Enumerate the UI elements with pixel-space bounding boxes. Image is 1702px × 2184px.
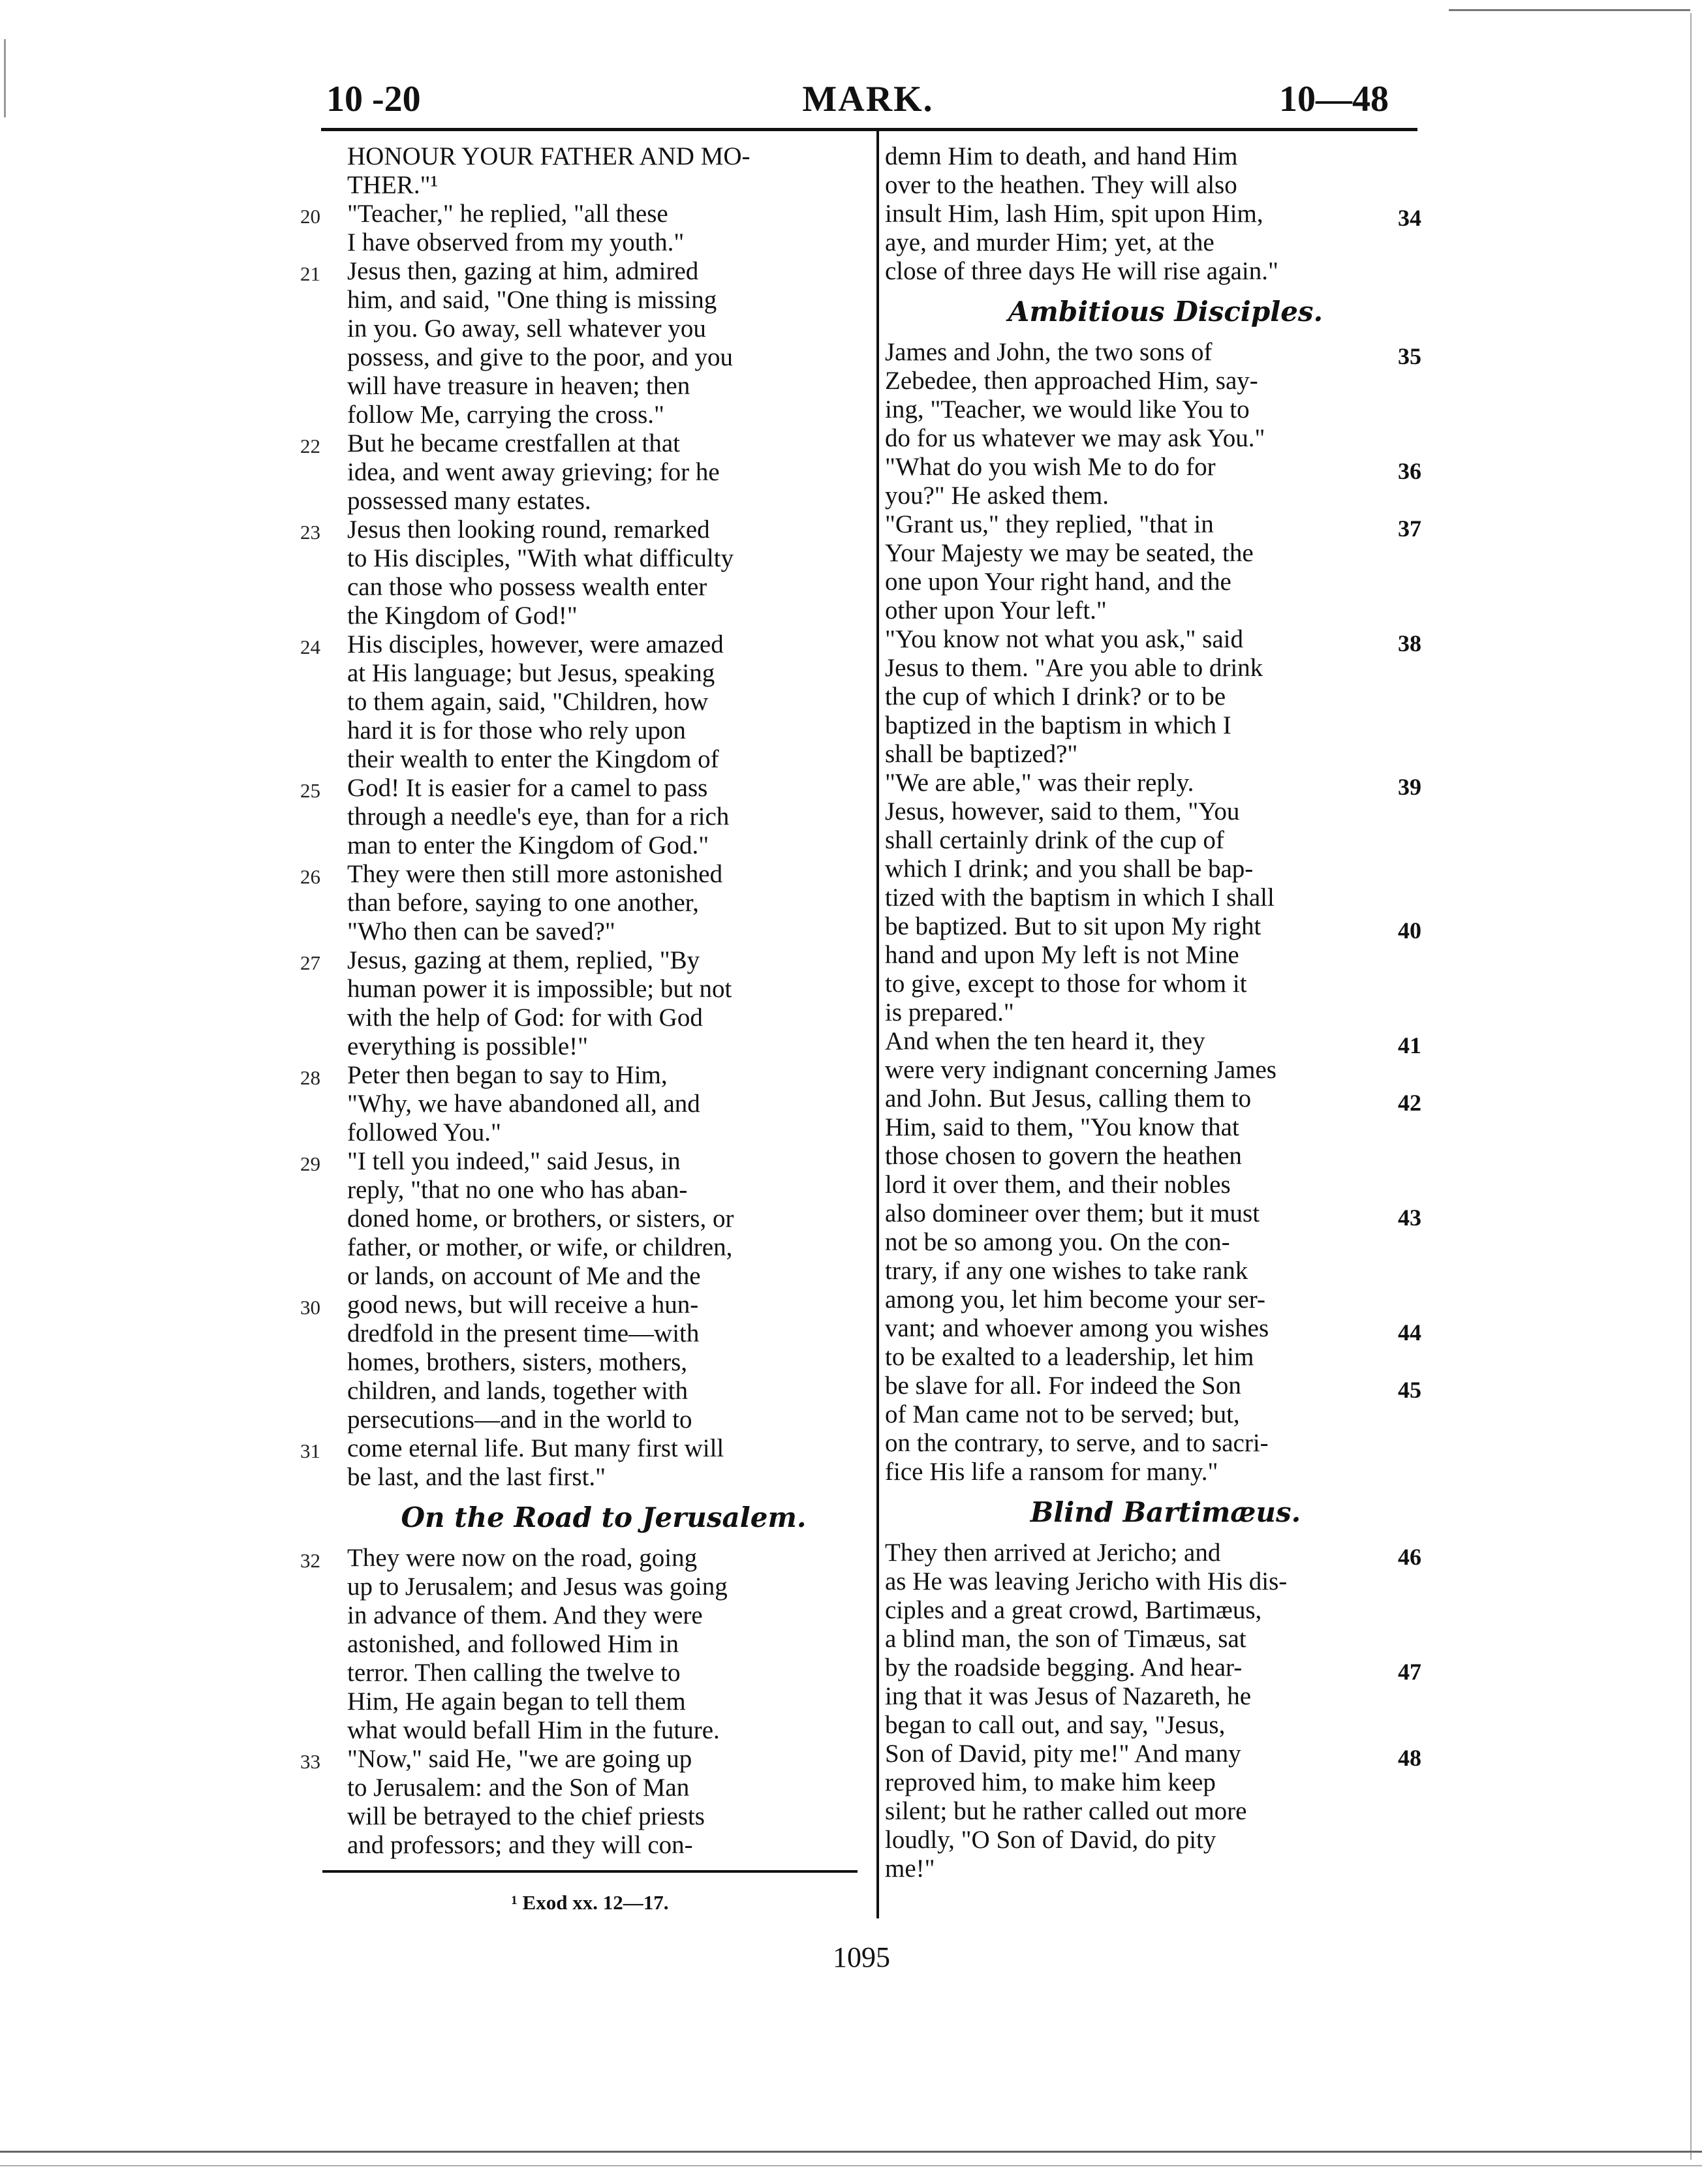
text-line [287, 774, 868, 803]
line-text: Son of David, pity me!" And many [885, 1740, 1241, 1768]
line-text: at His language; but Jesus, speaking [347, 659, 715, 687]
verse-number: 22 [300, 435, 320, 457]
line-text: through a needle's eye, than for a rich [347, 803, 730, 831]
verse-number: 28 [300, 1066, 320, 1089]
verse-number: 39 [1398, 774, 1421, 800]
page-number: 1095 [833, 1941, 890, 1973]
text-line [878, 1228, 1453, 1257]
text-line [878, 1797, 1453, 1826]
verse-number: 24 [300, 636, 320, 658]
line-text: reproved him, to make him keep [885, 1768, 1216, 1796]
text-line [878, 568, 1453, 596]
line-text: Jesus then, gazing at him, admired [347, 257, 699, 285]
line-text: "What do you wish Me to do for [885, 453, 1216, 481]
text-line [878, 424, 1453, 453]
line-text: be baptized. But to sit upon My right [885, 912, 1261, 940]
text-line [878, 1740, 1453, 1771]
header-book-title: MARK. [802, 79, 934, 119]
text-line [287, 1774, 868, 1802]
line-text: Zebedee, then approached Him, say- [885, 367, 1258, 395]
verse-number: 43 [1398, 1205, 1421, 1231]
line-text: began to call out, and say, "Jesus, [885, 1711, 1226, 1739]
text-line [287, 1601, 868, 1630]
section-heading-road-to-jerusalem: On the Road to Jerusalem. [401, 1501, 807, 1533]
line-text: to be exalted to a leadership, let him [885, 1343, 1254, 1371]
text-line [878, 1257, 1453, 1285]
text-line [878, 171, 1453, 200]
text-line [287, 1118, 868, 1147]
line-text: over to the heathen. They will also [885, 171, 1237, 199]
text-line [878, 1314, 1453, 1346]
text-line [878, 1429, 1453, 1458]
line-text: father, or mother, or wife, or children, [347, 1233, 733, 1261]
scan-border-bottom [0, 2151, 1702, 2153]
text-line [878, 625, 1453, 654]
text-line [287, 1434, 868, 1463]
line-text: "Who then can be saved?" [347, 917, 615, 946]
header-rule [321, 128, 1417, 131]
text-line [878, 970, 1453, 998]
line-text: with the help of God: for with God [347, 1004, 703, 1032]
line-text: as He was leaving Jericho with His dis- [885, 1567, 1288, 1595]
text-line [287, 1687, 868, 1716]
line-text: Peter then began to say to Him, [347, 1061, 668, 1089]
text-line [878, 1343, 1453, 1372]
text-line [287, 917, 868, 946]
text-line [287, 659, 868, 688]
text-line [878, 855, 1453, 884]
text-line [287, 1716, 868, 1745]
text-line [878, 884, 1453, 912]
text-line [287, 1377, 868, 1406]
verse-number: 45 [1398, 1377, 1421, 1403]
text-line [878, 142, 1453, 171]
line-text: close of three days He will rise again." [885, 257, 1278, 285]
text-line [878, 1084, 1453, 1116]
header-chapter-range-end: 10—48 [1279, 79, 1389, 119]
line-text: also domineer over them; but it must [885, 1199, 1260, 1227]
line-text: than before, saying to one another, [347, 889, 699, 917]
text-line [287, 1831, 868, 1860]
line-text: in advance of them. And they were [347, 1601, 703, 1629]
text-line [878, 1567, 1453, 1596]
text-line [287, 716, 868, 745]
text-line [287, 315, 868, 343]
line-text: follow Me, carrying the cross." [347, 401, 664, 429]
line-text: hand and upon My left is not Mine [885, 941, 1239, 969]
text-line [878, 1285, 1453, 1314]
text-line [878, 654, 1453, 683]
left-column-block-2 [287, 1544, 868, 1860]
text-line [878, 797, 1453, 826]
line-text: in you. Go away, sell whatever you [347, 315, 706, 343]
line-text: will be betrayed to the chief priests [347, 1802, 705, 1830]
text-line [287, 372, 868, 401]
line-text: astonished, and followed Him in [347, 1630, 679, 1658]
text-line [878, 1400, 1453, 1429]
text-line [287, 343, 868, 372]
text-line [878, 1142, 1453, 1171]
text-line [878, 482, 1453, 510]
header-chapter-range-start: 10 -20 [326, 79, 421, 119]
line-text: children, and lands, together with [347, 1377, 689, 1405]
verse-number: 30 [300, 1296, 320, 1319]
line-text: fice His life a ransom for many." [885, 1458, 1218, 1486]
line-text: followed You." [347, 1118, 501, 1146]
text-line [878, 941, 1453, 970]
text-line [287, 688, 868, 716]
line-text: their wealth to enter the Kingdom of [347, 745, 719, 773]
text-line [878, 596, 1453, 625]
line-text: Jesus, gazing at them, replied, "By [347, 946, 700, 974]
text-line [287, 803, 868, 831]
text-line [287, 200, 868, 228]
verse-number: 35 [1398, 343, 1421, 369]
line-text: Jesus then looking round, remarked [347, 515, 710, 544]
line-text: me!" [885, 1854, 935, 1883]
text-line [287, 257, 868, 286]
verse-number: 34 [1398, 205, 1421, 231]
line-text: is prepared." [885, 998, 1014, 1026]
right-column-block-2 [878, 338, 1453, 1486]
text-line [287, 1032, 868, 1061]
text-line [878, 1458, 1453, 1486]
verse-number: 31 [300, 1439, 320, 1462]
text-line [287, 487, 868, 515]
text-line [878, 1711, 1453, 1740]
line-text: "I tell you indeed," said Jesus, in [347, 1147, 681, 1175]
verse-number: 29 [300, 1152, 320, 1175]
line-text: were very indignant concerning James [885, 1056, 1276, 1084]
verse-number: 42 [1398, 1090, 1421, 1116]
text-line [878, 740, 1453, 769]
verse-number: 27 [300, 951, 320, 974]
line-text: persecutions—and in the world to [347, 1406, 692, 1434]
text-line [287, 630, 868, 659]
line-text: be slave for all. For indeed the Son [885, 1372, 1241, 1400]
line-text: Jesus to them. "Are you able to drink [885, 654, 1263, 682]
text-line [287, 1406, 868, 1434]
text-line [287, 1319, 868, 1348]
line-text: ciples and a great crowd, Bartimæus, [885, 1596, 1262, 1624]
line-text: or lands, on account of Me and the [347, 1262, 701, 1290]
line-text: to give, except to those for whom it [885, 970, 1247, 998]
text-line [287, 1659, 868, 1687]
line-text: "You know not what you ask," said [885, 625, 1243, 653]
verse-number: 32 [300, 1549, 320, 1572]
text-line [287, 573, 868, 602]
text-line [287, 429, 868, 458]
verse-number: 41 [1398, 1032, 1421, 1058]
verse-number: 46 [1398, 1544, 1421, 1570]
line-text: idea, and went away grieving; for he [347, 458, 720, 486]
text-line [878, 1539, 1453, 1570]
line-text: I have observed from my youth." [347, 228, 685, 256]
line-text: possessed many estates. [347, 487, 591, 515]
scan-border-bottom-inner [0, 2165, 1702, 2166]
text-line [287, 1544, 868, 1573]
line-text: aye, and murder Him; yet, at the [885, 228, 1215, 256]
text-line [287, 889, 868, 917]
line-text: terror. Then calling the twelve to [347, 1659, 681, 1687]
line-text: and professors; and they will con- [347, 1831, 693, 1859]
text-line [287, 171, 868, 200]
line-text: reply, "that no one who has aban- [347, 1176, 688, 1204]
scan-border-left [4, 39, 6, 117]
line-text: "Now," said He, "we are going up [347, 1745, 692, 1773]
text-line [287, 1090, 868, 1118]
line-text: Him, He again began to tell them [347, 1687, 686, 1715]
text-line [287, 515, 868, 544]
line-text: on the contrary, to serve, and to sacri- [885, 1429, 1269, 1457]
text-line [287, 1630, 868, 1659]
text-line [878, 683, 1453, 711]
text-line [878, 998, 1453, 1027]
verse-number: 44 [1398, 1319, 1421, 1346]
verse-number: 36 [1398, 458, 1421, 484]
text-line [878, 1056, 1453, 1084]
line-text: to them again, said, "Children, how [347, 688, 709, 716]
text-line [878, 1682, 1453, 1711]
line-text: and John. But Jesus, calling them to [885, 1084, 1252, 1113]
line-text: one upon Your right hand, and the [885, 568, 1231, 596]
line-text: those chosen to govern the heathen [885, 1142, 1242, 1170]
text-line [287, 1463, 868, 1492]
text-line [287, 1205, 868, 1233]
text-line [287, 142, 868, 171]
line-text: tized with the baptism in which I shall [885, 884, 1275, 912]
line-text: among you, let him become your ser- [885, 1285, 1265, 1314]
line-text: doned home, or brothers, or sisters, or [347, 1205, 734, 1233]
verse-number: 38 [1398, 630, 1421, 656]
line-text: insult Him, lash Him, spit upon Him, [885, 200, 1263, 228]
section-heading-ambitious-disciples: Ambitious Disciples. [1008, 296, 1323, 328]
line-text: to Jerusalem: and the Son of Man [347, 1774, 690, 1802]
line-text: will have treasure in heaven; then [347, 372, 690, 400]
line-text: "Teacher," he replied, "all these [347, 200, 668, 228]
text-line [287, 544, 868, 573]
line-text: which I drink; and you shall be bap- [885, 855, 1254, 883]
line-text: to His disciples, "With what difficulty [347, 544, 734, 572]
line-text: do for us whatever we may ask You." [885, 424, 1265, 452]
text-line [287, 1004, 868, 1032]
text-line [878, 1596, 1453, 1625]
text-line [878, 1027, 1453, 1056]
left-column [287, 142, 868, 1860]
line-text: the Kingdom of God!" [347, 602, 578, 630]
line-text: human power it is impossible; but not [347, 975, 732, 1003]
text-line [287, 1262, 868, 1291]
text-line [287, 1233, 868, 1262]
verse-number: 40 [1398, 917, 1421, 944]
left-column-block-1 [287, 142, 868, 1492]
line-text: what would befall Him in the future. [347, 1716, 720, 1744]
text-line [878, 367, 1453, 395]
verse-number: 23 [300, 521, 320, 544]
text-line [878, 711, 1453, 740]
line-text: can those who possess wealth enter [347, 573, 707, 601]
text-line [878, 453, 1453, 482]
line-text: lord it over them, and their nobles [885, 1171, 1231, 1199]
line-text: homes, brothers, sisters, mothers, [347, 1348, 688, 1376]
text-line [287, 1176, 868, 1205]
verse-number: 26 [300, 865, 320, 888]
line-text: shall be baptized?" [885, 740, 1078, 768]
line-text: him, and said, "One thing is missing [347, 286, 717, 314]
text-line [878, 912, 1453, 944]
line-text: THER."¹ [347, 171, 439, 199]
text-line [287, 602, 868, 630]
text-line [878, 228, 1453, 257]
line-text: trary, if any one wishes to take rank [885, 1257, 1248, 1285]
line-text: "We are able," was their reply. [885, 769, 1194, 797]
line-text: dredfold in the present time—with [347, 1319, 700, 1347]
line-text: They then arrived at Jericho; and [885, 1539, 1221, 1567]
line-text: His disciples, however, were amazed [347, 630, 724, 658]
line-text: Jesus, however, said to them, "You [885, 797, 1240, 825]
line-text: be last, and the last first." [347, 1463, 606, 1491]
line-text: good news, but will receive a hun- [347, 1291, 699, 1319]
line-text: hard it is for those who rely upon [347, 716, 686, 745]
line-text: God! It is easier for a camel to pass [347, 774, 708, 802]
line-text: HONOUR YOUR FATHER AND MO- [347, 142, 750, 170]
text-line [287, 228, 868, 257]
line-text: loudly, "O Son of David, do pity [885, 1826, 1216, 1854]
line-text: Your Majesty we may be seated, the [885, 539, 1254, 567]
line-text: up to Jerusalem; and Jesus was going [347, 1573, 728, 1601]
verse-number: 37 [1398, 515, 1421, 542]
text-line [287, 1061, 868, 1090]
line-text: They were now on the road, going [347, 1544, 698, 1572]
section-heading-blind-bartimaeus: Blind Bartimæus. [1030, 1496, 1301, 1528]
text-line [287, 458, 868, 487]
line-text: not be so among you. On the con- [885, 1228, 1230, 1256]
text-line [287, 1573, 868, 1601]
line-text: possess, and give to the poor, and you [347, 343, 733, 371]
line-text: man to enter the Kingdom of God." [347, 831, 709, 859]
line-text: come eternal life. But many first will [347, 1434, 724, 1462]
line-text: vant; and whoever among you wishes [885, 1314, 1269, 1342]
line-text: "Why, we have abandoned all, and [347, 1090, 700, 1118]
scan-border-top [1449, 9, 1690, 11]
line-text: ing, "Teacher, we would like You to [885, 395, 1250, 423]
line-text: the cup of which I drink? or to be [885, 683, 1226, 711]
text-line [287, 831, 868, 860]
text-line [878, 539, 1453, 568]
right-column-block-3 [878, 1539, 1453, 1883]
text-line [878, 257, 1453, 286]
text-line [287, 401, 868, 429]
verse-number: 25 [300, 779, 320, 802]
footnote-rule [322, 1870, 858, 1873]
text-line [878, 1826, 1453, 1854]
line-text: silent; but he rather called out more [885, 1797, 1247, 1825]
text-line [287, 1348, 868, 1377]
text-line [878, 1653, 1453, 1685]
line-text: demn Him to death, and hand Him [885, 142, 1238, 170]
line-text: other upon Your left." [885, 596, 1107, 624]
line-text: a blind man, the son of Timæus, sat [885, 1625, 1246, 1653]
verse-number: 47 [1398, 1659, 1421, 1685]
text-line [287, 1291, 868, 1319]
line-text: Him, said to them, "You know that [885, 1113, 1239, 1141]
text-line [878, 1768, 1453, 1797]
text-line [878, 395, 1453, 424]
text-line [878, 1372, 1453, 1403]
text-line [287, 745, 868, 774]
text-line [878, 1854, 1453, 1883]
line-text: you?" He asked them. [885, 482, 1109, 510]
scan-border-right [1690, 13, 1692, 2160]
text-line [878, 826, 1453, 855]
verse-number: 48 [1398, 1745, 1421, 1771]
text-line [287, 286, 868, 315]
right-column [878, 142, 1453, 1883]
text-line [878, 1625, 1453, 1653]
text-line [878, 1171, 1453, 1199]
text-line [287, 975, 868, 1004]
line-text: They were then still more astonished [347, 860, 723, 888]
verse-number: 33 [300, 1750, 320, 1773]
text-line [878, 1113, 1453, 1142]
text-line [878, 1199, 1453, 1231]
line-text: But he became crestfallen at that [347, 429, 681, 457]
line-text: baptized in the baptism in which I [885, 711, 1231, 739]
line-text: And when the ten heard it, they [885, 1027, 1205, 1055]
footnote: ¹ Exod xx. 12—17. [511, 1891, 669, 1914]
text-line [878, 510, 1453, 542]
line-text: "Grant us," they replied, "that in [885, 510, 1214, 538]
text-line [878, 338, 1453, 367]
text-line [878, 200, 1453, 231]
verse-number: 20 [300, 205, 320, 228]
line-text: of Man came not to be served; but, [885, 1400, 1240, 1428]
line-text: James and John, the two sons of [885, 338, 1213, 366]
right-column-block-1 [878, 142, 1453, 286]
text-line [287, 1147, 868, 1176]
line-text: everything is possible!" [347, 1032, 589, 1060]
text-line [287, 1802, 868, 1831]
text-line [287, 860, 868, 889]
line-text: shall certainly drink of the cup of [885, 826, 1224, 854]
text-line [287, 1745, 868, 1774]
verse-number: 21 [300, 262, 320, 285]
line-text: by the roadside begging. And hear- [885, 1653, 1243, 1682]
text-line [287, 946, 868, 975]
line-text: ing that it was Jesus of Nazareth, he [885, 1682, 1252, 1710]
text-line [878, 769, 1453, 800]
